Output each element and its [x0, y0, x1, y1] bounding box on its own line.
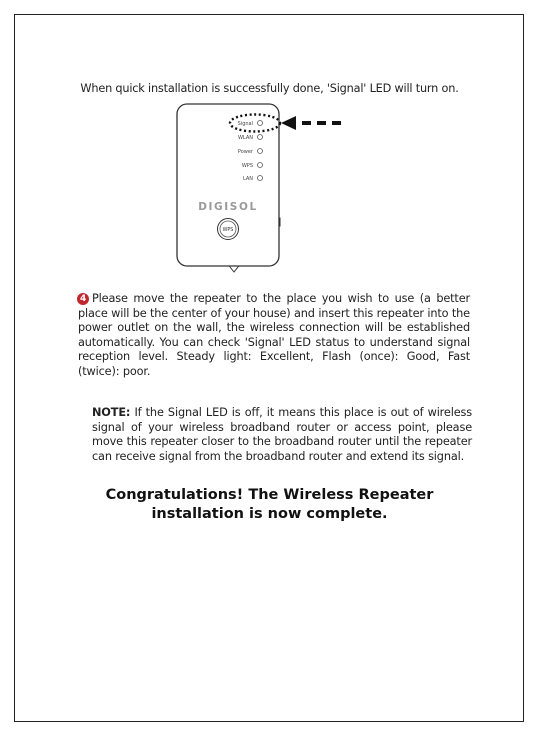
led-label-wlan: WLAN — [237, 135, 253, 141]
led-label-power: Power — [237, 149, 253, 155]
brand-logo: DIGISOL — [198, 201, 258, 213]
led-label-signal: Signal — [237, 121, 253, 127]
completion-line-1: Congratulations! The Wireless Repeater — [105, 487, 434, 503]
note-paragraph — [92, 406, 472, 464]
repeater-svg — [160, 96, 360, 276]
repeater-body — [177, 104, 279, 266]
wps-button-label: WPS — [222, 228, 234, 233]
repeater-illustration — [160, 96, 360, 276]
completion-message — [0, 486, 539, 524]
note-label: NOTE: — [92, 406, 131, 419]
arrow-dash-2 — [317, 121, 326, 125]
led-label-wps: WPS — [241, 163, 253, 169]
step-4-paragraph — [78, 292, 470, 379]
arrow-dash-3 — [332, 121, 341, 125]
step-number-badge: 4 — [77, 293, 89, 305]
note-text: If the Signal LED is off, it means this place is out of wireless signal of your wireless broadband router or access point, please move this repeater closer to the broadband router until the repeater can receive signal from the broadband router and extend its signal. — [92, 406, 472, 463]
step-4-text: Please move the repeater to the place you wish to use (a better place will be the center of your house) and insert this repeater into the power outlet on the wall, the wireless connection will be established automatically. You can check 'Signal' LED status to understand signal reception level. Steady light: Excellent, Flash (once): Good, Fast (twice): poor. — [78, 292, 470, 378]
completion-line-2: installation is now complete. — [151, 506, 388, 522]
arrow-head — [281, 116, 296, 130]
led-label-lan: LAN — [242, 176, 253, 182]
figure-caption: When quick installation is successfully done, 'Signal' LED will turn on. — [80, 82, 459, 95]
arrow-dash-1 — [302, 121, 311, 125]
